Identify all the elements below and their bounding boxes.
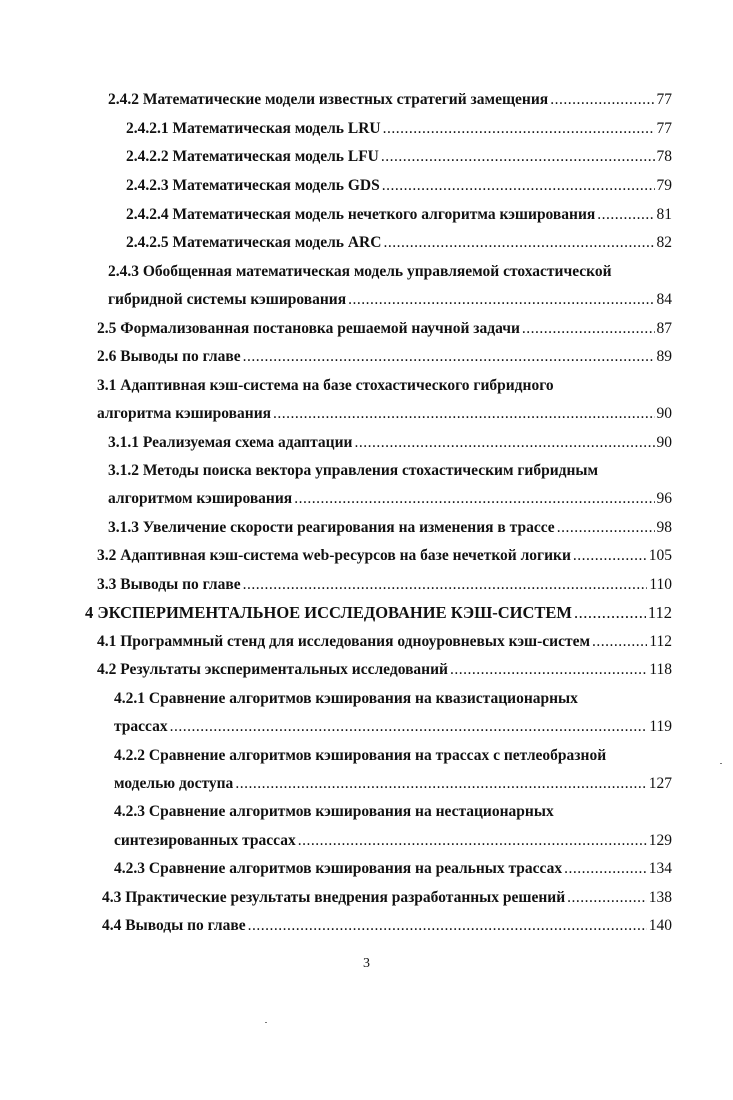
toc-entry-page: 105: [648, 547, 672, 564]
toc-entry-page: 140: [648, 917, 672, 934]
toc-entry-title: 4.2 Результаты экспериментальных исследований: [97, 661, 448, 678]
toc-entry-title: 4.3 Практические результаты внедрения разработанных решений: [102, 889, 566, 906]
toc-leader-dots: [273, 404, 654, 424]
toc-entry: [114, 717, 672, 737]
toc-entry: [97, 546, 672, 566]
toc-entry-line1: 4.2.1 Сравнение алгоритмов кэширования на квазистационарных: [114, 690, 578, 707]
toc-leader-dots: [298, 831, 647, 851]
toc-entry-title: 2.4.2.3 Математическая модель GDS: [126, 177, 380, 194]
toc-leader-dots: [567, 888, 647, 908]
toc-entry-page: 118: [649, 661, 672, 678]
toc-entry-title: 2.4.2.1 Математическая модель LRU: [126, 120, 381, 137]
toc-leader-dots: [382, 176, 655, 196]
toc-leader-dots: [235, 774, 646, 794]
toc-entry-line1: 2.4.3 Обобщенная математическая модель управляемой стохастической: [108, 263, 612, 280]
toc-entry-title: 2.4.2.2 Математическая модель LFU: [126, 148, 379, 165]
toc-entry: [126, 205, 672, 225]
toc-entry: [114, 859, 672, 879]
toc-leader-dots: [243, 575, 648, 595]
toc-entry-page: 78: [656, 148, 672, 165]
toc-entry: [97, 660, 672, 680]
toc-entry-title: 2.4.2.4 Математическая модель нечеткого алгоритма кэширования: [126, 206, 596, 223]
toc-entry: [97, 347, 672, 367]
toc-entry-title: моделью доступа: [114, 775, 234, 792]
toc-entry-page: 129: [648, 832, 672, 849]
toc-entry-title: 3.1.1 Реализуемая схема адаптации: [108, 434, 353, 451]
toc-entry: [108, 90, 672, 110]
toc-entry: [114, 831, 672, 851]
toc-leader-dots: [383, 233, 654, 253]
toc-entry: [126, 147, 672, 167]
toc-entry: [114, 774, 672, 794]
toc-leader-dots: [243, 347, 655, 367]
toc-entry: [108, 518, 672, 538]
toc-entry-page: 138: [648, 889, 672, 906]
toc-entry-title: 2.6 Выводы по главе: [97, 348, 241, 365]
toc-leader-dots: [574, 603, 646, 623]
toc-entry: [97, 575, 672, 595]
toc-leader-dots: [383, 119, 655, 139]
toc-entry-title: алгоритмом кэширования: [108, 490, 293, 507]
toc-leader-dots: [354, 433, 654, 453]
toc-leader-dots: [564, 859, 647, 879]
toc-entry-page: 77: [656, 91, 672, 108]
toc-entry: [108, 489, 672, 509]
toc-entry-title: 4 ЭКСПЕРИМЕНТАЛЬНОЕ ИССЛЕДОВАНИЕ КЭШ-СИСТЕМ: [85, 603, 572, 622]
page-number: 3: [363, 956, 370, 971]
toc-entry-page: 112: [647, 603, 672, 622]
toc-entry: [97, 319, 672, 339]
toc-entry: [108, 290, 672, 310]
toc-leader-dots: [573, 546, 647, 566]
scan-speck: [720, 763, 722, 764]
toc-entry-title: 2.5 Формализованная постановка решаемой научной задачи: [97, 320, 520, 337]
toc-entry-page: 79: [656, 177, 672, 194]
toc-entry-page: 77: [656, 120, 672, 137]
toc-entry-page: 82: [656, 234, 672, 251]
toc-leader-dots: [294, 489, 654, 509]
toc-entry-page: 119: [649, 718, 672, 735]
toc-leader-dots: [381, 147, 655, 167]
toc-entry-page: 110: [649, 576, 672, 593]
toc-entry-page: 84: [656, 291, 672, 308]
toc-entry-page: 98: [656, 519, 672, 536]
toc-entry-page: 89: [656, 348, 672, 365]
toc-entry-page: 96: [656, 490, 672, 507]
toc-entry-title: синтезированных трассах: [114, 832, 296, 849]
toc-entry-title: 3.1.3 Увеличение скорости реагирования на изменения в трассе: [108, 519, 555, 536]
toc-entry: [97, 404, 672, 424]
toc-entry-title: 3.3 Выводы по главе: [97, 576, 241, 593]
toc-entry-title: 2.4.2 Математические модели известных стратегий замещения: [108, 91, 549, 108]
toc-entry-title: 4.2.3 Сравнение алгоритмов кэширования на реальных трассах: [114, 860, 563, 877]
toc-leader-dots: [557, 518, 655, 538]
toc-entry-title: гибридной системы кэширования: [108, 291, 347, 308]
toc-entry: [102, 888, 672, 908]
toc-entry-title: 2.4.2.5 Математическая модель ARC: [126, 234, 382, 251]
toc-chapter-entry: [85, 603, 672, 623]
toc-entry: [126, 233, 672, 253]
toc-entry-page: 112: [649, 633, 672, 650]
toc-entry: [126, 119, 672, 139]
toc-entry-line1: 4.2.2 Сравнение алгоритмов кэширования на трассах с петлеобразной: [114, 747, 607, 764]
toc-leader-dots: [550, 90, 654, 110]
toc-leader-dots: [592, 632, 647, 652]
toc-entry: [108, 433, 672, 453]
toc-leader-dots: [170, 717, 648, 737]
scan-speck: [265, 1022, 267, 1023]
toc-entry-title: 4.4 Выводы по главе: [102, 917, 246, 934]
toc-entry-page: 90: [656, 434, 672, 451]
toc-leader-dots: [348, 290, 654, 310]
toc-entry-title: трассах: [114, 718, 168, 735]
toc-entry-page: 81: [656, 206, 672, 223]
toc-leader-dots: [597, 205, 654, 225]
toc-entry-title: 4.1 Программный стенд для исследования одноуровневых кэш-систем: [97, 633, 591, 650]
toc-entry-title: алгоритма кэширования: [97, 405, 272, 422]
toc-entry-line1: 3.1 Адаптивная кэш-система на базе стохастического гибридного: [97, 377, 554, 394]
toc-entry-title: 3.2 Адаптивная кэш-система web-ресурсов на базе нечеткой логики: [97, 547, 571, 564]
toc-entry-page: 127: [648, 775, 672, 792]
toc-leader-dots: [450, 660, 647, 680]
toc-entry: [97, 632, 672, 652]
toc-entry-page: 90: [656, 405, 672, 422]
toc-entry-line1: 3.1.2 Методы поиска вектора управления стохастическим гибридным: [108, 462, 599, 479]
toc-leader-dots: [522, 319, 655, 339]
toc-entry-page: 87: [656, 320, 672, 337]
toc-entry: [126, 176, 672, 196]
toc-entry-page: 134: [648, 860, 672, 877]
toc-entry-line1: 4.2.3 Сравнение алгоритмов кэширования на нестационарных: [114, 803, 554, 820]
toc-leader-dots: [248, 916, 647, 936]
toc-entry: [102, 916, 672, 936]
